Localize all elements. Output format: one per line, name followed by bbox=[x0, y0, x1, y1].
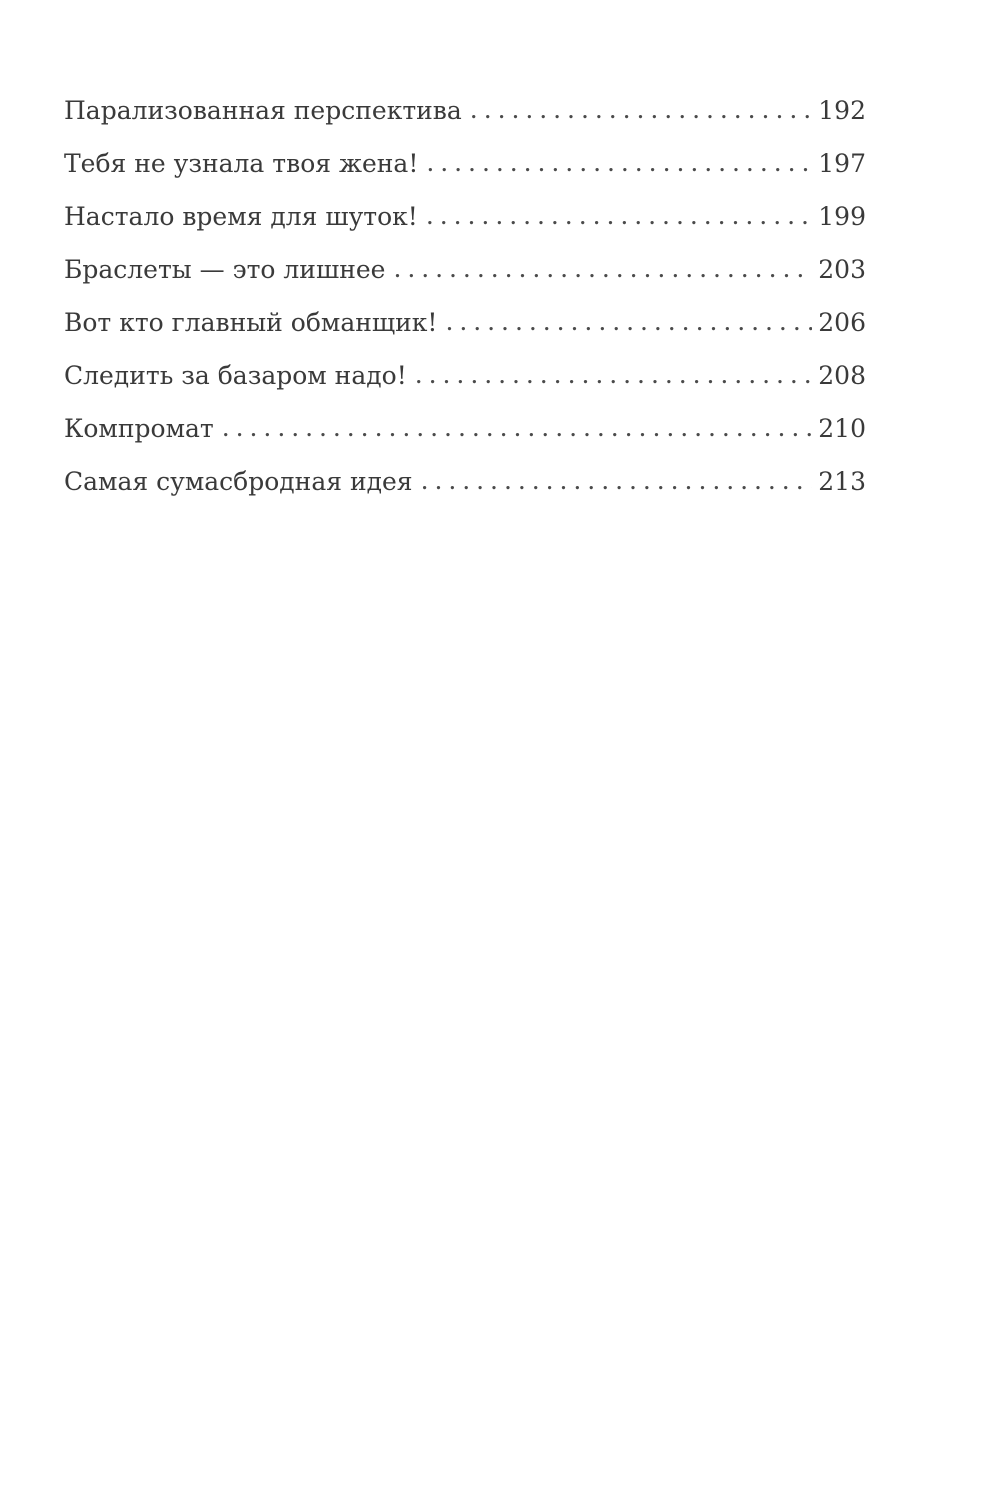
toc-dot-leader bbox=[426, 201, 812, 230]
toc-dot-leader bbox=[470, 95, 812, 124]
toc-entry-page-number: 208 bbox=[818, 361, 866, 390]
toc-entry bbox=[64, 255, 866, 308]
toc-dot-leader bbox=[222, 413, 813, 442]
toc-entry-title: Самая сумасбродная идея bbox=[64, 467, 413, 496]
toc-dot-leader bbox=[445, 307, 812, 336]
toc-entry-title: Компромат bbox=[64, 414, 214, 443]
toc-entry-title: Тебя не узнала твоя жена! bbox=[64, 149, 419, 178]
toc-entry bbox=[64, 414, 866, 467]
toc-entry-title: Вот кто главный обманщик! bbox=[64, 308, 438, 337]
toc-entry-page-number: 192 bbox=[818, 96, 866, 125]
toc-entry bbox=[64, 149, 866, 202]
toc-entry-title: Парализованная перспектива bbox=[64, 96, 462, 125]
toc-entry bbox=[64, 467, 866, 520]
toc-entry-page-number: 199 bbox=[818, 202, 866, 231]
toc-entry bbox=[64, 308, 866, 361]
toc-dot-leader bbox=[421, 466, 813, 495]
toc-entry-page-number: 213 bbox=[818, 467, 866, 496]
toc-entry bbox=[64, 361, 866, 414]
toc-entry-title: Настало время для шуток! bbox=[64, 202, 418, 231]
toc-entry-title: Браслеты — это лишнее bbox=[64, 255, 386, 284]
toc-entry-page-number: 203 bbox=[818, 255, 866, 284]
toc-entry-page-number: 210 bbox=[818, 414, 866, 443]
toc-entry-page-number: 197 bbox=[818, 149, 866, 178]
toc-entry-page-number: 206 bbox=[818, 308, 866, 337]
toc-entry-title: Следить за базаром надо! bbox=[64, 361, 407, 390]
toc-dot-leader bbox=[393, 254, 812, 283]
toc-entry bbox=[64, 202, 866, 255]
toc-entry bbox=[64, 96, 866, 149]
table-of-contents bbox=[64, 96, 866, 520]
toc-dot-leader bbox=[426, 148, 812, 177]
toc-dot-leader bbox=[415, 360, 813, 389]
